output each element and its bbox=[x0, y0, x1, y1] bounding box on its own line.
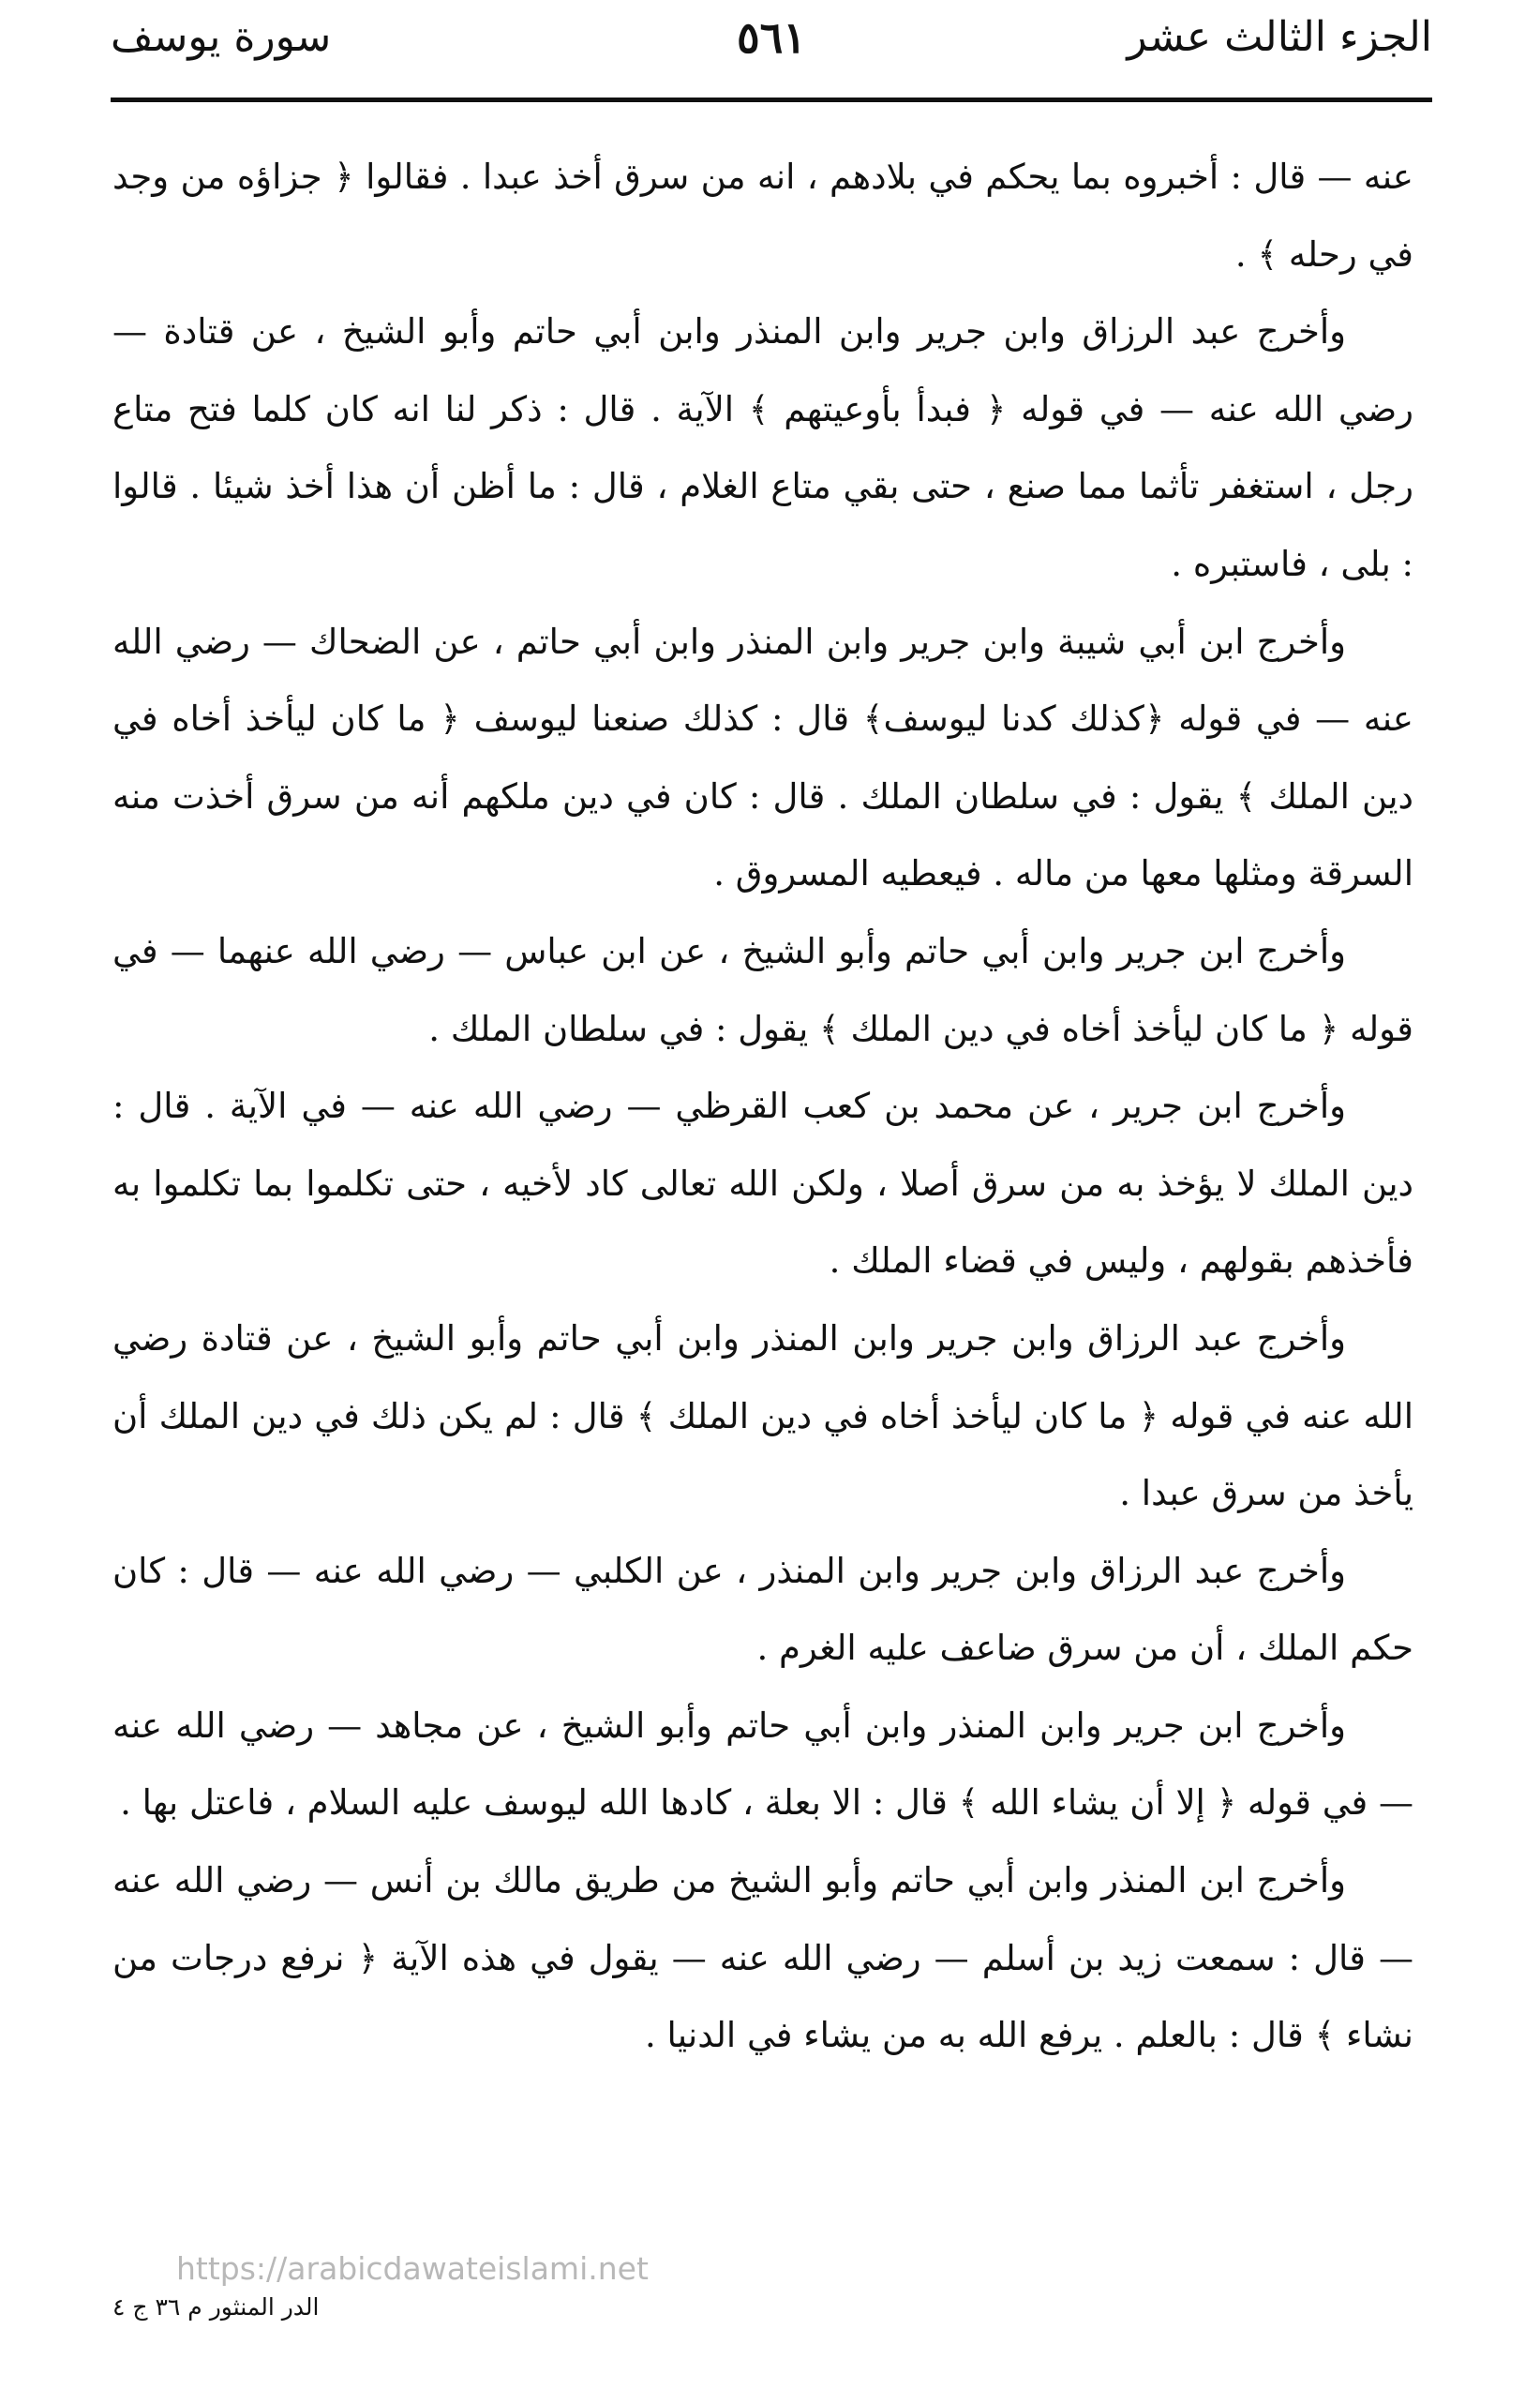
paragraph-2: وأخرج عبد الرزاق وابن جرير وابن المنذر وابن أبي حاتم وأبو الشيخ ، عن قتادة — رضي الله عنه — في قوله ﴿ فبدأ بأوعيتهم ﴾ الآية . قال : ذكر لنا انه كان كلما فتح متاع رجل ، استغفر تأثما مما صنع ، حتى بقي متاع الغلام ، قال : ما أظن أن هذا أخذ شيئا . قالوا : بلى ، فاستبره . bbox=[112, 311, 1413, 584]
watermark-url: https://arabicdawateislami.net bbox=[176, 2250, 649, 2287]
juz-title: الجزء الثالث عشر bbox=[1127, 13, 1432, 61]
page-number: ٥٦١ bbox=[736, 12, 807, 63]
paragraph-7: وأخرج عبد الرزاق وابن جرير وابن المنذر ، عن الكلبي — رضي الله عنه — قال : كان حكم الملك ، أن من سرق ضاعف عليه الغرم . bbox=[112, 1550, 1413, 1669]
paragraph-6: وأخرج عبد الرزاق وابن جرير وابن المنذر وابن أبي حاتم وأبو الشيخ ، عن قتادة رضي الله عنه في قوله ﴿ ما كان ليأخذ أخاه في دين الملك ﴾ قال : لم يكن ذلك في دين الملك أن يأخذ من سرق عبدا . bbox=[112, 1317, 1413, 1514]
paragraph-4: وأخرج ابن جرير وابن أبي حاتم وأبو الشيخ ، عن ابن عباس — رضي الله عنهما — في قوله ﴿ ما كان ليأخذ أخاه في دين الملك ﴾ يقول : في سلطان الملك . bbox=[112, 930, 1413, 1049]
body-text bbox=[112, 139, 1413, 2075]
paragraph-1: عنه — قال : أخبروه بما يحكم في بلادهم ، انه من سرق أخذ عبدا . فقالوا ﴿ جزاؤه من وجد في رحله ﴾ . bbox=[112, 157, 1413, 275]
surah-title: سورة يوسف bbox=[111, 13, 332, 61]
footer-signature: الدر المنثور م ٣٦ ج ٤ bbox=[112, 2293, 320, 2321]
paragraph-9: وأخرج ابن المنذر وابن أبي حاتم وأبو الشيخ من طريق مالك بن أنس — رضي الله عنه — قال : سمعت زيد بن أسلم — رضي الله عنه — يقول في هذه الآية ﴿ نرفع درجات من نشاء ﴾ قال : بالعلم . يرفع الله به من يشاء في الدنيا . bbox=[112, 1860, 1413, 2056]
header-rule bbox=[111, 98, 1432, 102]
running-head bbox=[111, 9, 1432, 84]
paragraph-3: وأخرج ابن أبي شيبة وابن جرير وابن المنذر وابن أبي حاتم ، عن الضحاك — رضي الله عنه — في قوله ﴿كذلك كدنا ليوسف﴾ قال : كذلك صنعنا ليوسف ﴿ ما كان ليأخذ أخاه في دين الملك ﴾ يقول : في سلطان الملك . قال : كان في دين ملكهم أنه من سرق أخذت منه السرقة ومثلها معها من ماله . فيعطيه المسروق . bbox=[112, 621, 1413, 894]
paragraph-5: وأخرج ابن جرير ، عن محمد بن كعب القرظي — رضي الله عنه — في الآية . قال : دين الملك لا يؤخذ به من سرق أصلا ، ولكن الله تعالى كاد لأخيه ، حتى تكلموا بما تكلموا به فأخذهم بقولهم ، وليس في قضاء الملك . bbox=[112, 1086, 1413, 1282]
paragraph-8: وأخرج ابن جرير وابن المنذر وابن أبي حاتم وأبو الشيخ ، عن مجاهد — رضي الله عنه — في قوله ﴿ إلا أن يشاء الله ﴾ قال : الا بعلة ، كادها الله ليوسف عليه السلام ، فاعتل بها . bbox=[112, 1705, 1413, 1824]
